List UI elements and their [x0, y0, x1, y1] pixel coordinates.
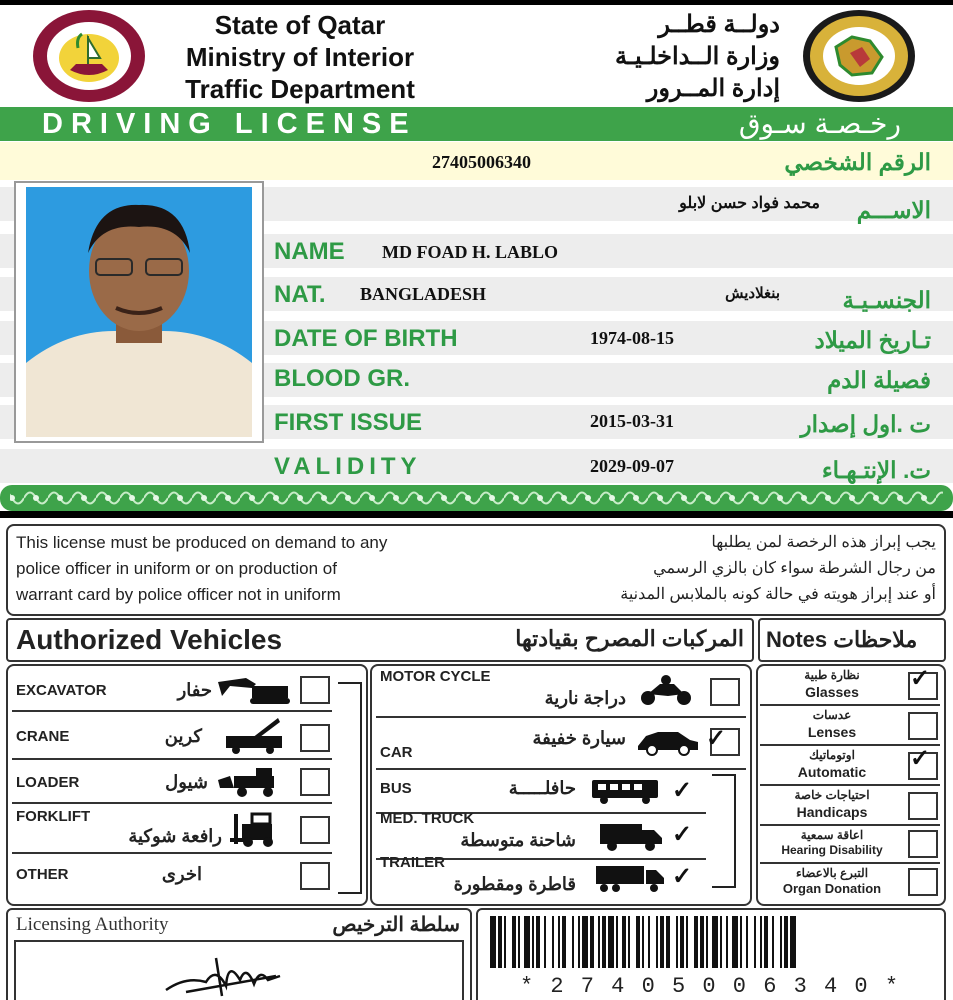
truck-icon	[598, 822, 664, 852]
loader-icon	[216, 766, 288, 798]
barcode-bar	[636, 916, 640, 968]
notice-ar-line-2: من رجال الشرطة سواء كان بالزي الرسمي	[653, 560, 936, 577]
signature-area	[14, 940, 464, 1000]
vehicle-label-ar-bus: حافلـــــة	[508, 778, 576, 798]
barcode-bar	[608, 916, 614, 968]
note-row-organ-donation	[760, 864, 940, 900]
notes-header	[758, 618, 946, 662]
note-row-glasses	[760, 666, 940, 706]
vehicle-row-motorcycle	[376, 668, 746, 718]
check-mark-bus: ✓	[672, 777, 693, 804]
barcode-bar	[642, 916, 644, 968]
vehicle-checkbox-loader	[300, 768, 330, 796]
barcode-bar	[648, 916, 650, 968]
check-mark-med-truck: ✓	[672, 821, 693, 848]
note-checkbox-lenses	[908, 712, 938, 740]
header-line-department: Traffic Department	[185, 74, 415, 104]
barcode-bar	[536, 916, 540, 968]
barcode-number: * 2 7 4 0 5 0 0 6 3 4 0 *	[519, 974, 901, 999]
notice-box	[6, 524, 946, 616]
vehicle-label-ar-forklift: رافعة شوكية	[128, 826, 222, 846]
bracket-right	[712, 774, 736, 888]
barcode-bar	[686, 916, 688, 968]
name-label-ar: الاســـم	[856, 197, 931, 223]
vehicle-label-forklift: FORKLIFT	[16, 808, 91, 825]
barcode-bar	[598, 916, 600, 968]
vehicle-label-ar-loader: شيول	[165, 772, 208, 792]
barcode-bar	[532, 916, 534, 968]
note-row-lenses	[760, 706, 940, 746]
notice-en-line-1: This license must be produced on demand to any	[16, 533, 388, 552]
header-line-state: State of Qatar	[214, 10, 386, 40]
decorative-border-pattern	[0, 485, 953, 511]
vehicle-label-other: OTHER	[16, 866, 69, 883]
personal-number-row	[0, 142, 953, 180]
gcc-emblem-icon	[800, 7, 918, 105]
first-issue-label: FIRST ISSUE	[274, 409, 423, 436]
vehicle-label-med-truck: MED. TRUCK	[380, 810, 475, 827]
barcode-bar	[628, 916, 630, 968]
barcode-bar	[754, 916, 756, 968]
barcode-bar	[706, 916, 708, 968]
header-ar-ministry: وزارة الــداخلـيـة	[615, 43, 780, 70]
vehicle-label-ar-med-truck: شاحنة متوسطة	[460, 830, 576, 850]
vehicle-label-motorcycle: MOTOR CYCLE	[380, 668, 491, 685]
vehicle-row-trailer	[376, 854, 706, 900]
barcode-bar	[676, 916, 678, 968]
check-mark-glasses: ✓	[910, 665, 931, 692]
barcode-box	[476, 908, 946, 1000]
notice-en-line-3: warrant card by police officer not in uniform	[16, 585, 341, 604]
barcode-bar	[660, 916, 664, 968]
note-row-handicaps	[760, 786, 940, 826]
validity-label-ar: ت. الإنتـهـاء	[821, 457, 931, 483]
vehicle-label-ar-other: اخرى	[161, 864, 202, 884]
excavator-icon	[216, 676, 292, 706]
barcode-bar	[784, 916, 788, 968]
vehicle-checkbox-other	[300, 862, 330, 890]
barcode-bar	[700, 916, 704, 968]
note-label-ar-handicaps: احتياجات خاصة	[794, 788, 870, 802]
trailer-icon	[594, 864, 666, 894]
dob-value: 1974-08-15	[590, 328, 674, 348]
vehicle-label-crane: CRANE	[16, 728, 70, 745]
barcode-bar	[622, 916, 626, 968]
name-value-ar: محمد فواد حسن لابلو	[679, 195, 820, 212]
vehicle-label-ar-crane: كرين	[164, 726, 202, 746]
barcode-bar	[552, 916, 554, 968]
vehicle-row-bus	[376, 772, 706, 814]
barcode-bar	[732, 916, 738, 968]
vehicle-row-excavator	[12, 670, 332, 712]
barcode-bar	[578, 916, 580, 968]
barcode-bar	[512, 916, 516, 968]
note-label-ar-organ-donation: التبرع بالاعضاء	[795, 866, 869, 880]
authorized-vehicles-title: Authorized Vehicles	[16, 624, 283, 655]
name-label: NAME	[274, 238, 345, 265]
dob-label: DATE OF BIRTH	[274, 325, 458, 352]
signature-icon	[156, 946, 286, 1000]
barcode-bar	[790, 916, 796, 968]
vehicle-label-ar-motorcycle: دراجة نارية	[544, 688, 626, 708]
blood-group-label-ar: فصيلة الدم	[827, 367, 931, 393]
driving-license-banner	[0, 107, 953, 141]
barcode-bar	[746, 916, 748, 968]
vehicle-label-car: CAR	[380, 744, 413, 761]
note-checkbox-handicaps	[908, 792, 938, 820]
barcode-bar	[524, 916, 530, 968]
authorized-vehicles-title-ar: المركبات المصرح بقيادتها	[515, 626, 744, 651]
vehicle-checkbox-forklift	[300, 816, 330, 844]
vehicle-label-excavator: EXCAVATOR	[16, 682, 107, 699]
note-label-handicaps: Handicaps	[796, 804, 868, 820]
vehicle-checkbox-excavator	[300, 676, 330, 704]
note-row-automatic	[760, 746, 940, 786]
vehicle-row-forklift	[12, 806, 332, 854]
vehicle-label-ar-trailer: قاطرة ومقطورة	[453, 874, 576, 894]
note-checkbox-organ-donation	[908, 868, 938, 896]
barcode-bar	[616, 916, 618, 968]
validity-label: VALIDITY	[274, 453, 422, 480]
vehicle-row-crane	[12, 714, 332, 760]
barcode-bar	[712, 916, 718, 968]
nationality-label: NAT.	[274, 281, 326, 308]
barcode-bar	[558, 916, 560, 968]
note-label-lenses: Lenses	[807, 724, 857, 740]
row-validity	[0, 449, 953, 483]
notice-ar-line-3: أو عند إبراز هويته في حالة كونه بالملابس المدنية	[620, 586, 936, 603]
barcode-bar	[680, 916, 684, 968]
barcode-bar	[504, 916, 506, 968]
first-issue-label-ar: ت .اول إصدار	[800, 411, 931, 437]
barcode-bar	[656, 916, 658, 968]
vehicle-label-ar-car: سيارة خفيفة	[532, 728, 626, 748]
vehicle-label-bus: BUS	[380, 780, 412, 797]
note-row-hearing	[760, 826, 940, 864]
personal-number-label-ar: الرقم الشخصي	[784, 149, 931, 175]
notice-ar-line-1: يجب إبراز هذه الرخصة لمن يطلبها	[711, 534, 936, 551]
license-back	[0, 518, 953, 1000]
vehicle-row-car	[376, 720, 746, 770]
vehicle-checkbox-motorcycle	[710, 678, 740, 706]
note-label-organ-donation: Organ Donation	[782, 881, 882, 896]
banner-title-ar: رخـصـة سـوق	[738, 108, 901, 139]
motorcycle-icon	[638, 674, 694, 706]
barcode-bar	[760, 916, 762, 968]
vehicle-checkbox-crane	[300, 724, 330, 752]
car-icon	[636, 728, 700, 756]
note-label-glasses: Glasses	[805, 684, 859, 700]
barcode-bar	[780, 916, 782, 968]
note-label-ar-automatic: اوتوماتيك	[809, 748, 855, 762]
barcode-bar	[582, 916, 588, 968]
moi-emblem-icon	[30, 8, 148, 104]
note-label-ar-lenses: عدسات	[812, 708, 852, 722]
barcode-bar	[490, 916, 496, 968]
vehicle-label-trailer: TRAILER	[380, 854, 445, 871]
license-front	[0, 5, 953, 511]
barcode-bar	[498, 916, 502, 968]
bracket-left	[338, 682, 362, 894]
barcode-bar	[726, 916, 728, 968]
note-label-ar-glasses: نظارة طبية	[804, 668, 860, 682]
note-checkbox-hearing	[908, 830, 938, 858]
nationality-label-ar: الجنسـيـة	[842, 287, 931, 313]
note-label-automatic: Automatic	[797, 764, 867, 780]
vehicle-row-other	[12, 856, 332, 896]
name-value: MD FOAD H. LABLO	[382, 242, 559, 262]
barcode-bar	[572, 916, 574, 968]
barcode-bar	[764, 916, 768, 968]
vehicle-label-ar-excavator: حفار	[177, 680, 212, 700]
holder-photo	[14, 181, 264, 443]
bus-icon	[590, 778, 660, 804]
validity-value: 2029-09-07	[590, 456, 674, 476]
notes-title: Notes ملاحظات	[766, 627, 918, 652]
barcode-bar	[590, 916, 594, 968]
header-line-ministry: Ministry of Interior	[185, 42, 415, 72]
note-label-hearing: Hearing Disability	[781, 843, 883, 857]
check-mark-automatic: ✓	[910, 745, 931, 772]
personal-number: 27405006340	[432, 152, 531, 172]
header-ar-department: إدارة المــرور	[646, 75, 780, 102]
licensing-authority-label-ar: سلطة الترخيص	[332, 914, 460, 936]
barcode-bar	[602, 916, 606, 968]
barcode-bar	[772, 916, 774, 968]
crane-icon	[222, 716, 286, 754]
barcode-bar	[694, 916, 698, 968]
barcode-bar	[740, 916, 742, 968]
barcode-bar	[544, 916, 546, 968]
check-mark-trailer: ✓	[672, 863, 693, 890]
note-label-ar-hearing: اعاقة سمعية	[800, 828, 864, 842]
blood-group-label: BLOOD GR.	[274, 365, 410, 392]
barcode-bar	[666, 916, 670, 968]
barcode-bar	[720, 916, 722, 968]
licensing-authority-label: Licensing Authority	[16, 914, 169, 935]
barcode-bar	[518, 916, 520, 968]
barcode-bar	[562, 916, 566, 968]
notice-en-line-2: police officer in uniform or on production of	[16, 559, 337, 578]
barcode	[490, 916, 930, 968]
licensing-authority-box	[6, 908, 472, 1000]
first-issue-value: 2015-03-31	[590, 411, 674, 431]
check-mark-car: ✓	[706, 725, 727, 752]
nationality-value: BANGLADESH	[360, 284, 487, 304]
banner-title: DRIVING LICENSE	[42, 108, 417, 140]
forklift-icon	[230, 812, 286, 848]
authorized-vehicles-header	[6, 618, 754, 662]
nationality-value-ar: بنغلاديش	[725, 285, 780, 302]
vehicle-label-loader: LOADER	[16, 774, 80, 791]
vehicle-row-loader	[12, 762, 332, 804]
dob-label-ar: تـاريخ الميلاد	[814, 327, 931, 353]
header-ar-state: دولــة قطــر	[658, 11, 780, 38]
